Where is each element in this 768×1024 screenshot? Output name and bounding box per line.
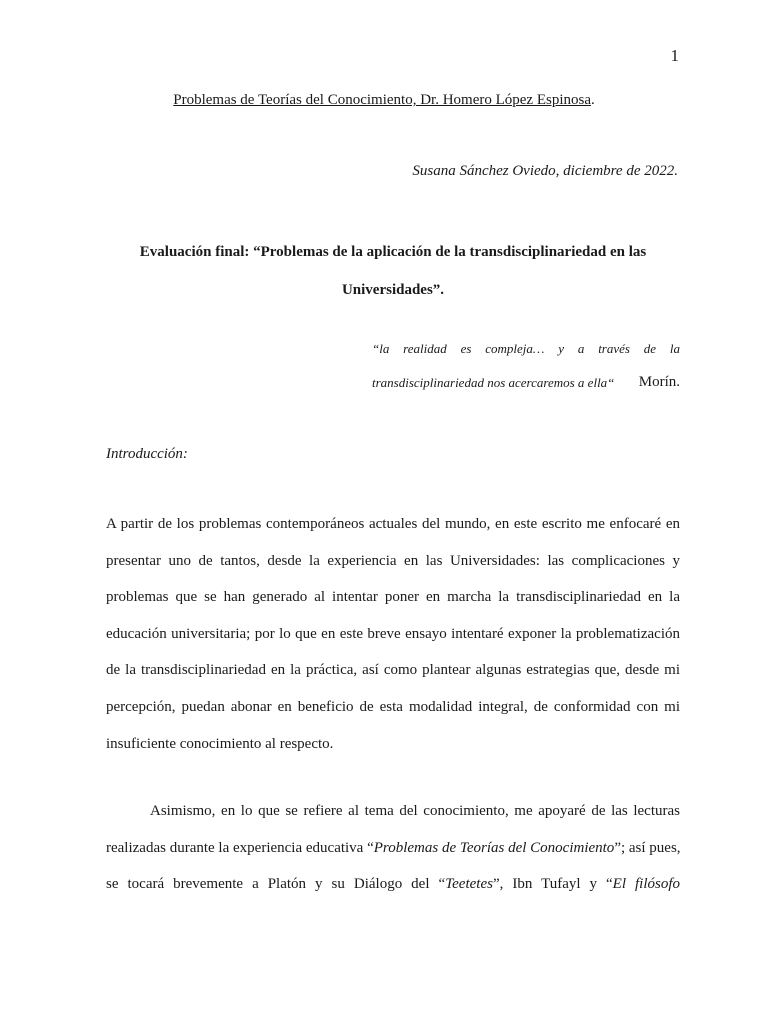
work-title-italic: El filósofo — [612, 876, 681, 893]
paragraph-line: problemas que se han generado al intentar poner en marcha la transdisciplinariedad en la — [106, 589, 680, 606]
line-text: ”, Ibn Tufayl y “ — [492, 876, 613, 893]
line-text: se tocará brevemente a Platón y su Diálogo del “ — [106, 876, 446, 893]
epigraph-source: Morín. — [638, 374, 680, 390]
paragraph-line: educación universitaria; por lo que en este breve ensayo intentaré exponer la problematización — [106, 625, 680, 642]
evaluation-title-line-1: Evaluación final: “Problemas de la aplicación de la transdisciplinariedad en las — [139, 244, 647, 260]
course-name-italic: Problemas de Teorías del Conocimiento — [373, 839, 615, 856]
paragraph-line — [106, 866, 680, 903]
line-text: realizadas durante la experiencia educativa “ — [106, 839, 374, 856]
page-number: 1 — [670, 46, 679, 65]
paragraph-line: A partir de los problemas contemporáneos actuales del mundo, en este escrito me enfocaré en — [106, 516, 680, 532]
paragraph-line: presentar uno de tantos, desde la experiencia en las Universidades: las complicaciones y — [106, 552, 680, 569]
evaluation-title — [106, 233, 680, 309]
epigraph-line-1: “la realidad es compleja… y a través de la — [372, 341, 680, 356]
paragraph-1 — [106, 506, 680, 762]
course-title — [0, 92, 768, 109]
author-date-line: Susana Sánchez Oviedo, diciembre de 2022. — [412, 163, 678, 179]
paragraph-line: percepción, puedan abonar en beneficio de esta modalidad integral, de conformidad con mi — [106, 698, 680, 715]
evaluation-title-line-2: Universidades”. — [341, 282, 445, 298]
epigraph-line-2 — [372, 375, 680, 391]
work-title-italic: Teetetes — [445, 876, 493, 893]
course-title-text: Problemas de Teorías del Conocimiento, Dr. Homero López Espinosa — [173, 92, 591, 108]
section-heading: Introducción: — [106, 446, 188, 462]
paragraph-line: de la transdisciplinariedad en la práctica, así como plantear algunas estrategias que, desde mi — [106, 662, 680, 679]
epigraph-quote-end: transdisciplinariedad nos acercaremos a ella“ — [372, 375, 615, 390]
paragraph-line: insuficiente conocimiento al respecto. — [106, 735, 334, 752]
paragraph-2 — [106, 793, 680, 903]
paragraph-line — [106, 830, 680, 867]
line-text: ”; así pues, — [614, 839, 681, 856]
course-title-period: . — [591, 92, 595, 108]
paragraph-line: Asimismo, en lo que se refiere al tema del conocimiento, me apoyaré de las lecturas — [150, 803, 680, 819]
